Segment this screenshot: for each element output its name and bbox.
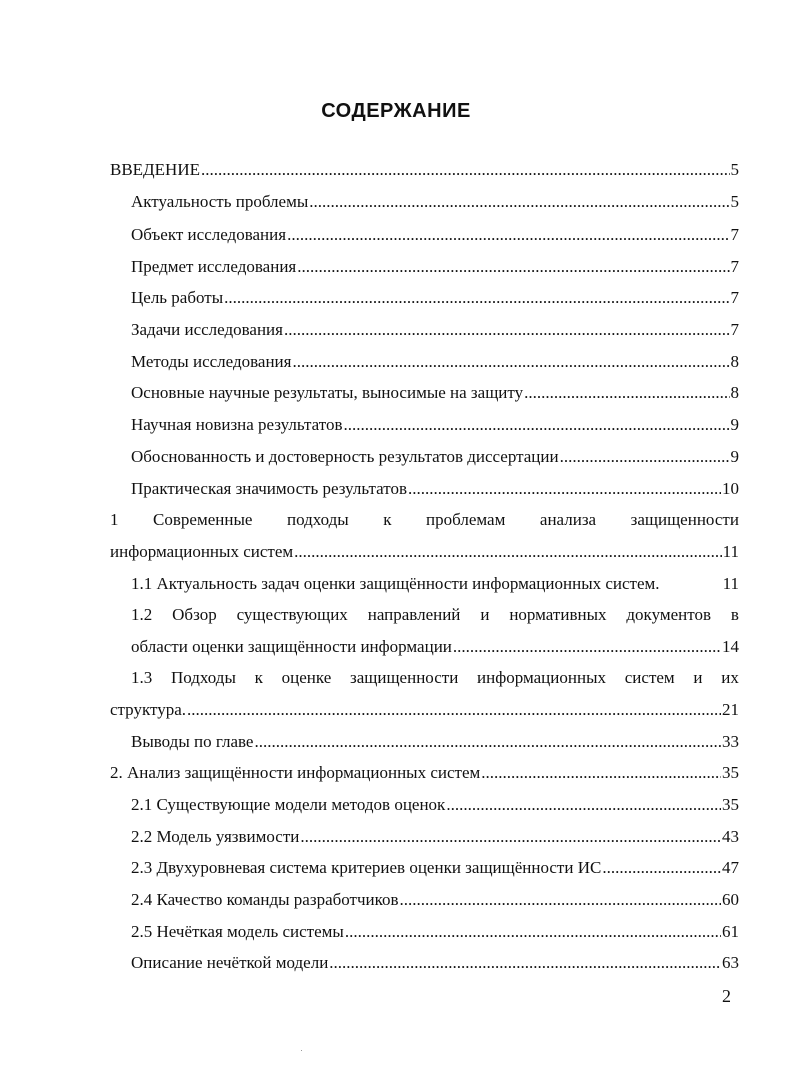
toc-word: защищенности — [630, 510, 739, 529]
toc-entry-title: Предмет исследования — [131, 257, 297, 276]
dot-leader — [345, 921, 721, 943]
toc-entry-title: 2.1 Существующие модели методов оценок — [131, 795, 446, 814]
dot-leader — [224, 287, 729, 309]
toc-entry-title: структура. — [110, 700, 186, 719]
toc-entry-title: Практическая значимость результатов — [131, 479, 407, 498]
toc-word: Обзор — [172, 605, 217, 624]
toc-entry-page: 35 — [722, 763, 739, 782]
toc-entry[interactable] — [131, 731, 739, 753]
toc-word: их — [721, 668, 739, 687]
toc-entry-title: 2. Анализ защищённости информационных систем — [110, 763, 481, 782]
toc-entry-title: Цель работы — [131, 288, 224, 307]
toc-entry-page: 47 — [722, 858, 739, 877]
toc-entry-page: 14 — [722, 637, 739, 656]
toc-entry-page: 7 — [730, 257, 739, 276]
toc-entry[interactable] — [131, 191, 739, 213]
scan-speck — [301, 1050, 302, 1051]
toc-word: систем — [624, 668, 675, 687]
page-title: СОДЕРЖАНИЕ — [321, 100, 471, 122]
toc-entry-introduction[interactable] — [110, 159, 739, 181]
toc-word: направлений — [367, 605, 461, 624]
toc-entry-page: 61 — [722, 922, 739, 941]
toc-entry[interactable] — [131, 287, 739, 309]
toc-entry-1-1[interactable] — [131, 573, 739, 595]
toc-entry-page: 33 — [722, 732, 739, 751]
toc-entry-page: 35 — [722, 795, 739, 814]
toc-word: 1.2 — [131, 605, 153, 624]
dot-leader — [481, 762, 721, 784]
toc-entry-title: 2.3 Двухуровневая система критериев оценки защищённости ИС — [131, 858, 602, 877]
dot-leader — [408, 478, 721, 500]
toc-entry[interactable] — [131, 319, 739, 341]
toc-entry-1-3-line2[interactable] — [110, 699, 739, 721]
toc-entry-page: 9 — [730, 415, 739, 434]
toc-entry-title: 2.2 Модель уязвимости — [131, 827, 300, 846]
toc-entry-title: Описание нечёткой модели — [131, 953, 329, 972]
toc-entry-page: 60 — [722, 890, 739, 909]
toc-word: проблемам — [426, 510, 506, 529]
toc-entry[interactable] — [131, 351, 739, 373]
toc-word: 1 — [110, 510, 119, 529]
toc-entry-title: Основные научные результаты, выносимые на защиту — [131, 383, 524, 402]
toc-entry[interactable] — [131, 382, 739, 404]
toc-word: к — [383, 510, 392, 529]
toc-word: анализа — [539, 510, 597, 529]
toc-entry[interactable] — [131, 857, 739, 879]
toc-word: 1.3 — [131, 668, 153, 687]
dot-leader — [602, 857, 721, 879]
toc-word: подходы — [286, 510, 349, 529]
toc-entry-title: Актуальность проблемы — [131, 192, 309, 211]
toc-entry-page: 7 — [730, 320, 739, 339]
toc-entry-page: 11 — [722, 574, 739, 593]
toc-word: информационных — [477, 668, 606, 687]
toc-entry-title: ВВЕДЕНИЕ — [110, 160, 200, 179]
toc-entry-title: Обоснованность и достоверность результатов диссертации — [131, 447, 559, 466]
toc-entry-1-3-line1[interactable] — [131, 667, 739, 689]
toc-entry[interactable] — [131, 794, 739, 816]
dot-leader — [329, 952, 721, 974]
toc-word: документов — [626, 605, 711, 624]
toc-entry-title: информационных систем — [110, 542, 294, 561]
dot-leader — [446, 794, 721, 816]
toc-word: и — [693, 668, 703, 687]
toc-entry-page: 43 — [722, 827, 739, 846]
toc-entry-page: 7 — [730, 225, 739, 244]
toc-entry-title: Научная новизна результатов — [131, 415, 343, 434]
toc-word: в — [730, 605, 739, 624]
toc-word: Современные — [153, 510, 253, 529]
dot-leader — [201, 159, 730, 181]
toc-entry[interactable] — [131, 414, 739, 436]
dot-leader — [300, 826, 721, 848]
toc-entry-1-2-line1[interactable] — [131, 604, 739, 626]
dot-leader — [400, 889, 721, 911]
dot-leader — [284, 319, 730, 341]
toc-word: защищенности — [350, 668, 459, 687]
toc-entry-page: 11 — [722, 542, 739, 561]
toc-entry-title: 2.4 Качество команды разработчиков — [131, 890, 399, 909]
toc-entry-title: Выводы по главе — [131, 732, 254, 751]
toc-word: существующих — [236, 605, 348, 624]
dot-leader — [524, 382, 729, 404]
dot-leader — [309, 191, 729, 213]
dot-leader — [292, 351, 729, 373]
toc-entry-title: области оценки защищённости информации — [131, 637, 452, 656]
toc-entry[interactable] — [131, 256, 739, 278]
toc-word: и — [480, 605, 490, 624]
toc-entry-page: 5 — [730, 160, 739, 179]
dot-leader — [453, 636, 721, 658]
toc-word: Подходы — [171, 668, 236, 687]
toc-entry-1-2-line2[interactable] — [131, 636, 739, 658]
dot-leader — [287, 224, 729, 246]
toc-word: оценке — [281, 668, 332, 687]
toc-entry-chapter-1-line2[interactable] — [110, 541, 739, 563]
toc-entry-title: Объект исследования — [131, 225, 287, 244]
page-number: 2 — [722, 986, 731, 1006]
toc-word: нормативных — [509, 605, 607, 624]
toc-entry-title: 1.1 Актуальность задач оценки защищённости информационных систем. — [131, 574, 660, 593]
toc-entry[interactable] — [131, 224, 739, 246]
toc-entry-page: 8 — [730, 383, 739, 402]
toc-entry-page: 10 — [722, 479, 739, 498]
toc-entry-chapter-2[interactable] — [110, 762, 739, 784]
toc-entry[interactable] — [131, 889, 739, 911]
toc-entry-chapter-1-line1[interactable] — [110, 509, 739, 531]
toc-entry-title: 2.5 Нечёткая модель системы — [131, 922, 344, 941]
toc-entry-page: 7 — [730, 288, 739, 307]
toc-entry-page: 21 — [722, 700, 739, 719]
dot-leader — [560, 446, 730, 468]
dot-leader — [254, 731, 721, 753]
toc-entry[interactable] — [131, 826, 739, 848]
toc-entry[interactable] — [131, 952, 739, 974]
toc-entry-title: Методы исследования — [131, 352, 292, 371]
dot-leader — [343, 414, 729, 436]
toc-entry-title: Задачи исследования — [131, 320, 283, 339]
toc-entry-page: 9 — [730, 447, 739, 466]
dot-leader — [297, 256, 729, 278]
toc-word: к — [254, 668, 263, 687]
dot-leader — [187, 699, 721, 721]
toc-entry-page: 8 — [730, 352, 739, 371]
toc-entry[interactable] — [131, 478, 739, 500]
toc-entry-page: 5 — [730, 192, 739, 211]
toc-entry[interactable] — [131, 446, 739, 468]
toc-entry-page: 63 — [722, 953, 739, 972]
toc-entry[interactable] — [131, 921, 739, 943]
dot-leader — [294, 541, 722, 563]
